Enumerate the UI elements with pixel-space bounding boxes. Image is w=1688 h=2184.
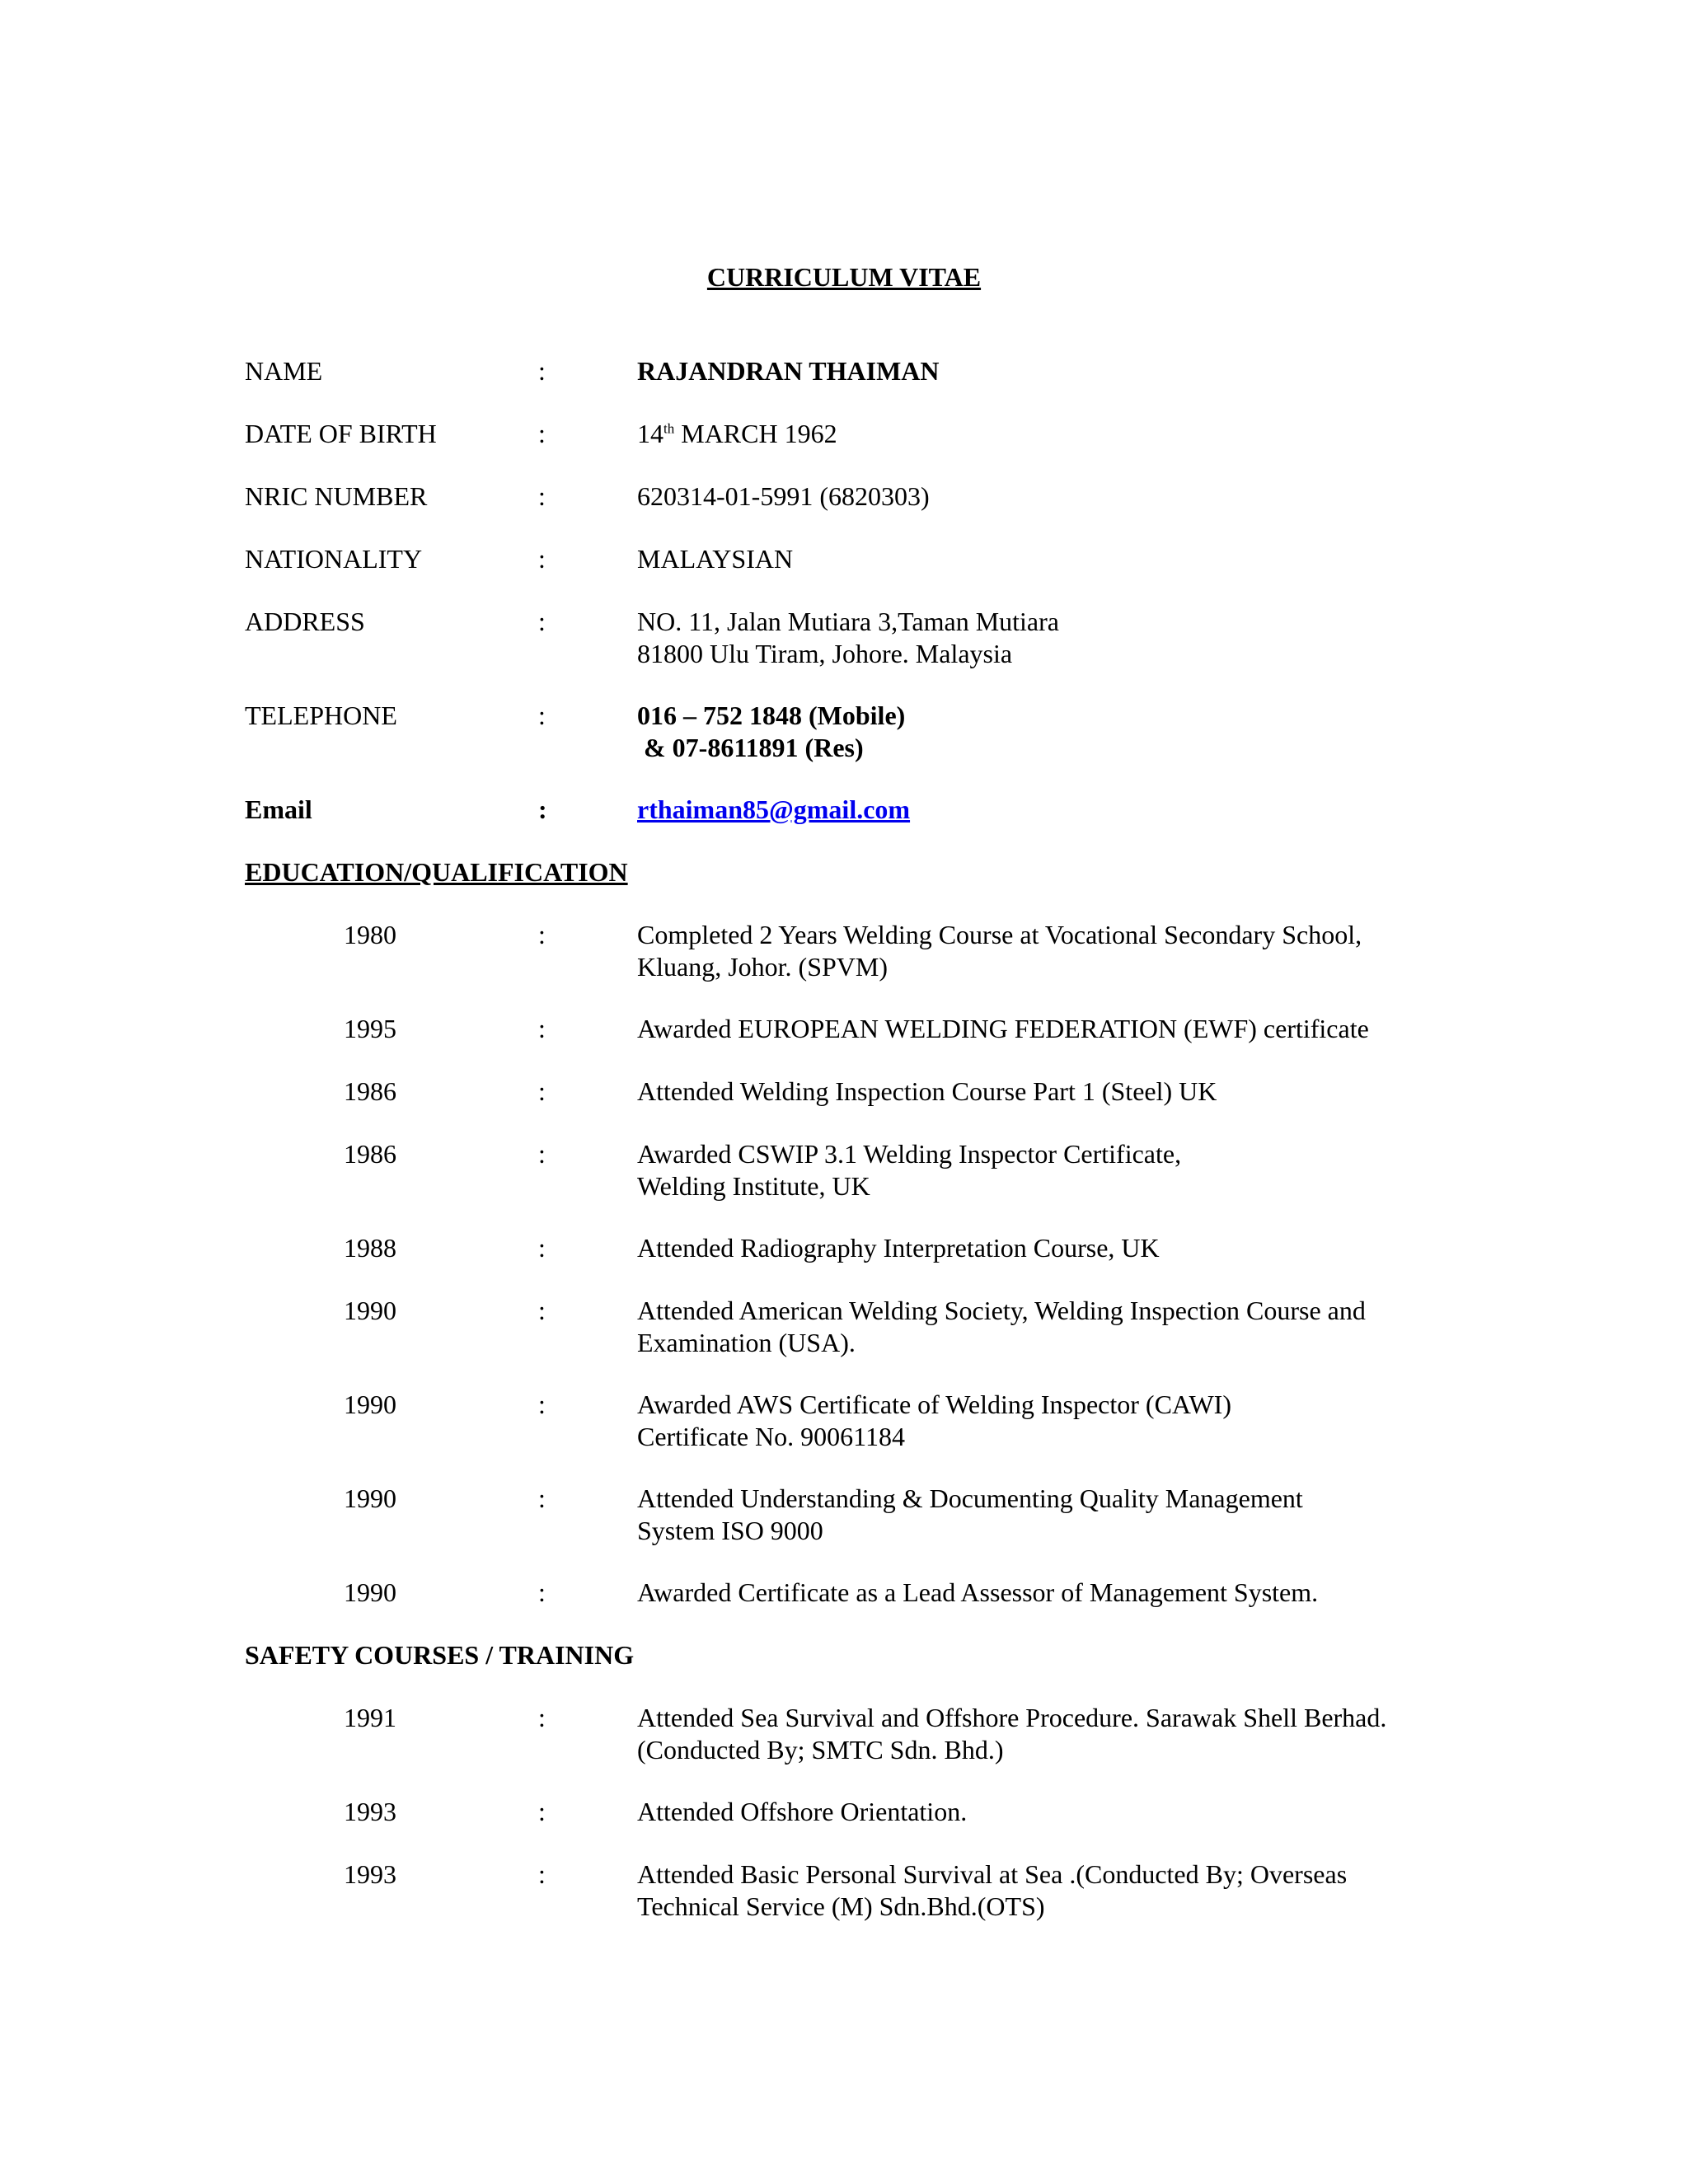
email-label: Email: [245, 794, 312, 824]
education-year: 1995: [344, 1014, 396, 1043]
education-colon: :: [538, 1390, 546, 1419]
education-line-1: Attended Understanding & Documenting Quality Management: [637, 1483, 1303, 1513]
nric-value: 620314-01-5991 (6820303): [637, 481, 930, 511]
education-description: [637, 919, 1461, 983]
nationality-label: NATIONALITY: [245, 544, 423, 574]
dob-day-suffix: th: [663, 420, 675, 437]
education-description: [637, 1389, 1461, 1453]
education-year: 1988: [344, 1233, 396, 1263]
telephone-residence: & 07-8611891 (Res): [637, 733, 864, 762]
document-title: CURRICULUM VITAE: [706, 262, 982, 292]
education-line-1: Attended Radiography Interpretation Course, UK: [637, 1233, 1160, 1263]
education-year: 1990: [344, 1483, 396, 1513]
safety-line-1: Attended Offshore Orientation.: [637, 1797, 968, 1826]
education-line-1: Awarded Certificate as a Lead Assessor of Management System.: [637, 1577, 1319, 1607]
safety-line-2: Technical Service (M) Sdn.Bhd.(OTS): [637, 1891, 1045, 1921]
name-colon: :: [538, 356, 546, 386]
address-colon: :: [538, 607, 546, 636]
education-year: 1990: [344, 1577, 396, 1607]
education-line-2: Welding Institute, UK: [637, 1171, 870, 1201]
email-value: [637, 794, 1461, 826]
education-colon: :: [538, 1483, 546, 1513]
safety-colon: :: [538, 1859, 546, 1889]
safety-description: [637, 1796, 1461, 1828]
education-line-1: Attended Welding Inspection Course Part 1 (Steel) UK: [637, 1076, 1217, 1106]
education-line-1: Awarded CSWIP 3.1 Welding Inspector Certificate,: [637, 1139, 1182, 1169]
education-line-1: Completed 2 Years Welding Course at Vocational Secondary School,: [637, 920, 1362, 949]
education-year: 1990: [344, 1390, 396, 1419]
telephone-mobile: 016 – 752 1848 (Mobile): [637, 701, 906, 730]
education-line-1: Awarded AWS Certificate of Welding Inspector (CAWI): [637, 1390, 1231, 1419]
address-line-2: 81800 Ulu Tiram, Johore. Malaysia: [637, 639, 1013, 668]
dob-colon: :: [538, 419, 546, 448]
education-colon: :: [538, 1233, 546, 1263]
address-label: ADDRESS: [245, 607, 365, 636]
education-description: [637, 1232, 1461, 1264]
safety-year: 1993: [344, 1859, 396, 1889]
education-description: [637, 1138, 1461, 1202]
education-line-2: Certificate No. 90061184: [637, 1422, 905, 1451]
safety-colon: :: [538, 1797, 546, 1826]
education-description: [637, 1483, 1461, 1547]
dob-month-year: MARCH 1962: [674, 419, 837, 448]
education-year: 1990: [344, 1296, 396, 1325]
nric-label: NRIC NUMBER: [245, 481, 428, 511]
dob-day: 14: [637, 419, 663, 448]
education-heading: EDUCATION/QUALIFICATION: [245, 857, 628, 887]
education-description: [637, 1013, 1461, 1045]
safety-colon: :: [538, 1703, 546, 1732]
education-description: [637, 1577, 1461, 1609]
education-description: [637, 1295, 1461, 1359]
address-line-1: NO. 11, Jalan Mutiara 3,Taman Mutiara: [637, 607, 1059, 636]
nationality-colon: :: [538, 544, 546, 574]
nric-colon: :: [538, 481, 546, 511]
education-colon: :: [538, 1014, 546, 1043]
safety-line-1: Attended Basic Personal Survival at Sea .(Conducted By; Overseas: [637, 1859, 1348, 1889]
telephone-label: TELEPHONE: [245, 701, 397, 730]
safety-heading: SAFETY COURSES / TRAINING: [245, 1640, 635, 1670]
education-colon: :: [538, 1076, 546, 1106]
email-link[interactable]: rthaiman85@gmail.com: [637, 794, 911, 824]
education-line-2: Examination (USA).: [637, 1328, 856, 1357]
telephone-value: [637, 700, 1461, 764]
education-description: [637, 1076, 1461, 1108]
education-year: 1986: [344, 1076, 396, 1106]
name-value: RAJANDRAN THAIMAN: [637, 356, 940, 386]
name-label: NAME: [245, 356, 323, 386]
safety-line-2: (Conducted By; SMTC Sdn. Bhd.): [637, 1735, 1004, 1765]
education-colon: :: [538, 1296, 546, 1325]
education-year: 1980: [344, 920, 396, 949]
education-year: 1986: [344, 1139, 396, 1169]
education-colon: :: [538, 920, 546, 949]
telephone-colon: :: [538, 701, 546, 730]
address-value: [637, 606, 1461, 670]
dob-label: DATE OF BIRTH: [245, 419, 437, 448]
education-line-1: Attended American Welding Society, Welding Inspection Course and: [637, 1296, 1366, 1325]
safety-description: [637, 1858, 1461, 1923]
education-line-1: Awarded EUROPEAN WELDING FEDERATION (EWF) certificate: [637, 1014, 1369, 1043]
safety-year: 1991: [344, 1703, 396, 1732]
education-colon: :: [538, 1577, 546, 1607]
education-line-2: Kluang, Johor. (SPVM): [637, 952, 889, 982]
nationality-value: MALAYSIAN: [637, 544, 794, 574]
safety-year: 1993: [344, 1797, 396, 1826]
education-line-2: System ISO 9000: [637, 1516, 823, 1545]
dob-value: [637, 418, 1461, 450]
safety-line-1: Attended Sea Survival and Offshore Procedure. Sarawak Shell Berhad.: [637, 1703, 1387, 1732]
safety-description: [637, 1702, 1461, 1766]
email-colon: :: [538, 794, 547, 824]
education-colon: :: [538, 1139, 546, 1169]
